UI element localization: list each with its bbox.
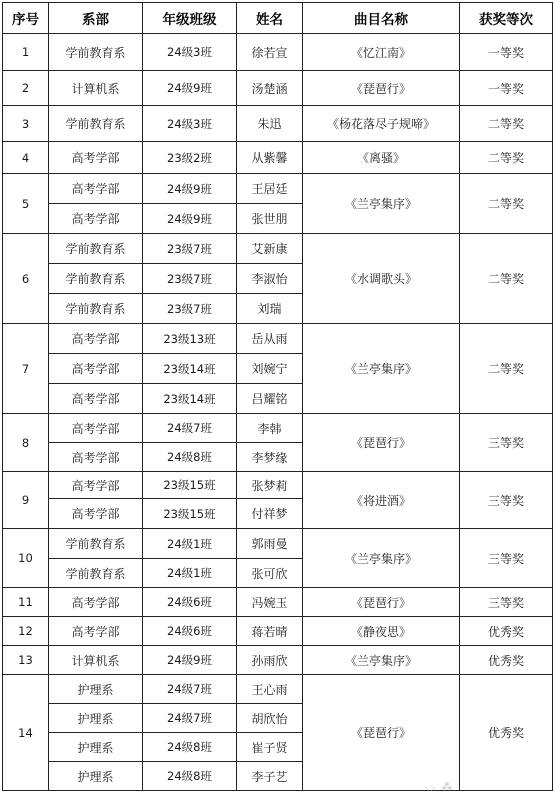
table-row [3,71,553,106]
cell-seq: 9 [3,472,49,529]
cell-piece-title: 《兰亭集序》 [303,529,460,588]
table-body [3,34,553,791]
cell-student-name: 付祥梦 [237,499,303,529]
cell-class: 23级14班 [143,384,237,414]
header-award: 获奖等次 [460,3,553,34]
cell-class: 24级8班 [143,733,237,762]
header-piece-title: 曲目名称 [303,3,460,34]
table-row [3,646,553,675]
table-row [3,617,553,646]
table-row [3,106,553,142]
cell-student-name: 刘婉宁 [237,354,303,384]
watermark-mark: ⸜⸝ ⁂ [424,780,454,793]
cell-class: 24级9班 [143,71,237,106]
cell-student-name: 李韩 [237,414,303,443]
cell-department: 学前教育系 [49,264,143,294]
cell-seq: 12 [3,617,49,646]
cell-award: 一等奖 [460,71,553,106]
cell-department: 高考学部 [49,443,143,472]
header-row [3,3,553,34]
cell-class: 23级7班 [143,264,237,294]
header-name: 姓名 [237,3,303,34]
cell-class: 24级9班 [143,204,237,234]
header-seq: 序号 [3,3,49,34]
cell-class: 24级3班 [143,106,237,142]
table-row [3,529,553,559]
header-department: 系部 [49,3,143,34]
cell-department: 学前教育系 [49,106,143,142]
cell-piece-title: 《水调歌头》 [303,234,460,324]
cell-seq: 13 [3,646,49,675]
cell-seq: 8 [3,414,49,472]
cell-piece-title: 《琵琶行》 [303,675,460,791]
cell-award: 二等奖 [460,324,553,414]
cell-class: 24级7班 [143,704,237,733]
cell-award: 一等奖 [460,34,553,71]
cell-seq: 2 [3,71,49,106]
table-row [3,174,553,204]
cell-piece-title: 《杨花落尽子规啼》 [303,106,460,142]
cell-department: 护理系 [49,733,143,762]
cell-seq: 14 [3,675,49,791]
cell-student-name: 郭雨曼 [237,529,303,559]
cell-class: 24级7班 [143,675,237,704]
cell-department: 学前教育系 [49,34,143,71]
cell-department: 高考学部 [49,204,143,234]
cell-department: 高考学部 [49,142,143,174]
cell-piece-title: 《忆江南》 [303,34,460,71]
cell-piece-title: 《兰亭集序》 [303,174,460,234]
cell-class: 24级9班 [143,646,237,675]
cell-piece-title: 《兰亭集序》 [303,324,460,414]
cell-award: 二等奖 [460,106,553,142]
cell-seq: 5 [3,174,49,234]
page [2,2,553,791]
cell-award: 优秀奖 [460,617,553,646]
cell-student-name: 吕耀铭 [237,384,303,414]
cell-department: 计算机系 [49,71,143,106]
cell-piece-title: 《将进酒》 [303,472,460,529]
table-row [3,234,553,264]
cell-seq: 1 [3,34,49,71]
cell-department: 高考学部 [49,414,143,443]
header-class: 年级班级 [143,3,237,34]
cell-award: 三等奖 [460,529,553,588]
cell-award: 三等奖 [460,588,553,617]
cell-department: 护理系 [49,704,143,733]
cell-seq: 10 [3,529,49,588]
cell-student-name: 艾新康 [237,234,303,264]
cell-student-name: 李子艺 [237,762,303,791]
cell-student-name: 张可欣 [237,559,303,588]
table-row [3,588,553,617]
cell-class: 23级7班 [143,234,237,264]
table-row [3,675,553,704]
cell-student-name: 张梦莉 [237,472,303,499]
cell-class: 24级7班 [143,414,237,443]
table-row [3,472,553,499]
cell-piece-title: 《静夜思》 [303,617,460,646]
cell-class: 23级15班 [143,472,237,499]
cell-student-name: 孙雨欣 [237,646,303,675]
cell-student-name: 王心雨 [237,675,303,704]
cell-student-name: 张世朋 [237,204,303,234]
cell-award: 优秀奖 [460,675,553,791]
cell-student-name: 汤楚涵 [237,71,303,106]
cell-seq: 6 [3,234,49,324]
cell-class: 24级6班 [143,588,237,617]
cell-department: 高考学部 [49,617,143,646]
awards-table [2,2,553,791]
cell-seq: 7 [3,324,49,414]
cell-student-name: 崔子贤 [237,733,303,762]
cell-award: 优秀奖 [460,646,553,675]
cell-piece-title: 《离骚》 [303,142,460,174]
cell-department: 学前教育系 [49,529,143,559]
cell-department: 高考学部 [49,499,143,529]
cell-piece-title: 《兰亭集序》 [303,646,460,675]
cell-piece-title: 《琵琶行》 [303,71,460,106]
cell-class: 24级8班 [143,762,237,791]
cell-student-name: 刘瑞 [237,294,303,324]
cell-class: 23级2班 [143,142,237,174]
cell-award: 三等奖 [460,414,553,472]
cell-piece-title: 《琵琶行》 [303,414,460,472]
cell-student-name: 蒋若晴 [237,617,303,646]
cell-class: 24级1班 [143,529,237,559]
cell-student-name: 李梦缘 [237,443,303,472]
cell-department: 高考学部 [49,384,143,414]
cell-department: 高考学部 [49,174,143,204]
cell-piece-title: 《琵琶行》 [303,588,460,617]
cell-class: 23级14班 [143,354,237,384]
cell-seq: 3 [3,106,49,142]
cell-department: 高考学部 [49,588,143,617]
cell-award: 三等奖 [460,472,553,529]
table-row [3,34,553,71]
cell-seq: 11 [3,588,49,617]
cell-department: 护理系 [49,675,143,704]
cell-student-name: 岳从雨 [237,324,303,354]
cell-department: 高考学部 [49,354,143,384]
cell-department: 学前教育系 [49,559,143,588]
cell-department: 高考学部 [49,324,143,354]
cell-class: 24级1班 [143,559,237,588]
cell-class: 24级6班 [143,617,237,646]
cell-class: 23级15班 [143,499,237,529]
cell-department: 学前教育系 [49,294,143,324]
cell-student-name: 从紫馨 [237,142,303,174]
cell-department: 学前教育系 [49,234,143,264]
cell-department: 计算机系 [49,646,143,675]
cell-award: 二等奖 [460,142,553,174]
cell-class: 23级7班 [143,294,237,324]
cell-student-name: 徐若宣 [237,34,303,71]
cell-student-name: 胡欣怡 [237,704,303,733]
cell-student-name: 冯婉玉 [237,588,303,617]
cell-class: 23级13班 [143,324,237,354]
cell-department: 高考学部 [49,472,143,499]
cell-award: 二等奖 [460,174,553,234]
cell-seq: 4 [3,142,49,174]
cell-student-name: 李淑怡 [237,264,303,294]
cell-award: 二等奖 [460,234,553,324]
table-row [3,324,553,354]
cell-student-name: 朱迅 [237,106,303,142]
cell-class: 24级8班 [143,443,237,472]
cell-class: 24级9班 [143,174,237,204]
table-row [3,142,553,174]
cell-student-name: 王居廷 [237,174,303,204]
table-row [3,414,553,443]
cell-class: 24级3班 [143,34,237,71]
cell-department: 护理系 [49,762,143,791]
